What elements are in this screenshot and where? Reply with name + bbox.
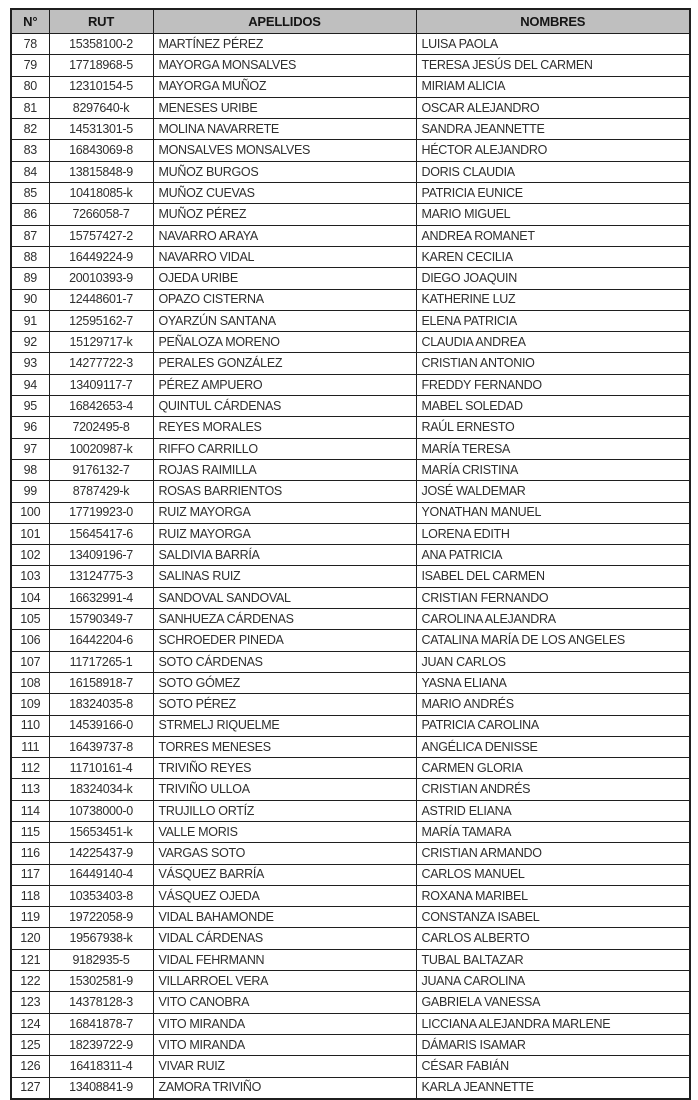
cell-nombres: ANA PATRICIA xyxy=(416,545,690,566)
cell-apellidos: PERALES GONZÁLEZ xyxy=(153,353,416,374)
column-header-numero: N° xyxy=(11,9,49,34)
cell-numero: 82 xyxy=(11,119,49,140)
table-row xyxy=(11,928,690,949)
table-row xyxy=(11,459,690,480)
table-row xyxy=(11,843,690,864)
cell-apellidos: TRIVIÑO REYES xyxy=(153,758,416,779)
table-row xyxy=(11,821,690,842)
cell-numero: 96 xyxy=(11,417,49,438)
cell-apellidos: ROSAS BARRIENTOS xyxy=(153,481,416,502)
cell-nombres: CRISTIAN FERNANDO xyxy=(416,587,690,608)
cell-rut: 13124775-3 xyxy=(49,566,153,587)
cell-numero: 91 xyxy=(11,310,49,331)
cell-numero: 89 xyxy=(11,268,49,289)
cell-nombres: KATHERINE LUZ xyxy=(416,289,690,310)
cell-apellidos: MAYORGA MONSALVES xyxy=(153,55,416,76)
table-row xyxy=(11,587,690,608)
cell-numero: 79 xyxy=(11,55,49,76)
cell-numero: 97 xyxy=(11,438,49,459)
cell-numero: 99 xyxy=(11,481,49,502)
cell-rut: 16439737-8 xyxy=(49,736,153,757)
cell-numero: 111 xyxy=(11,736,49,757)
cell-apellidos: VITO CANOBRA xyxy=(153,992,416,1013)
cell-rut: 10738000-0 xyxy=(49,800,153,821)
cell-nombres: LORENA EDITH xyxy=(416,523,690,544)
cell-numero: 83 xyxy=(11,140,49,161)
cell-rut: 14378128-3 xyxy=(49,992,153,1013)
cell-apellidos: VIDAL FEHRMANN xyxy=(153,949,416,970)
cell-rut: 18324035-8 xyxy=(49,694,153,715)
cell-rut: 13409196-7 xyxy=(49,545,153,566)
cell-nombres: MARÍA TERESA xyxy=(416,438,690,459)
cell-apellidos: SANDOVAL SANDOVAL xyxy=(153,587,416,608)
cell-numero: 87 xyxy=(11,225,49,246)
cell-nombres: JOSÉ WALDEMAR xyxy=(416,481,690,502)
cell-rut: 16442204-6 xyxy=(49,630,153,651)
table-row xyxy=(11,609,690,630)
table-body xyxy=(11,34,690,1099)
cell-apellidos: TORRES MENESES xyxy=(153,736,416,757)
cell-apellidos: ROJAS RAIMILLA xyxy=(153,459,416,480)
table-row xyxy=(11,374,690,395)
cell-numero: 84 xyxy=(11,161,49,182)
cell-apellidos: MUÑOZ PÉREZ xyxy=(153,204,416,225)
cell-nombres: KARLA JEANNETTE xyxy=(416,1077,690,1099)
cell-apellidos: SOTO PÉREZ xyxy=(153,694,416,715)
cell-nombres: ISABEL DEL CARMEN xyxy=(416,566,690,587)
cell-nombres: KAREN CECILIA xyxy=(416,246,690,267)
cell-rut: 13408841-9 xyxy=(49,1077,153,1099)
table-row xyxy=(11,907,690,928)
cell-apellidos: QUINTUL CÁRDENAS xyxy=(153,396,416,417)
cell-nombres: CAROLINA ALEJANDRA xyxy=(416,609,690,630)
cell-numero: 113 xyxy=(11,779,49,800)
cell-nombres: MARÍA TAMARA xyxy=(416,821,690,842)
cell-numero: 114 xyxy=(11,800,49,821)
cell-numero: 93 xyxy=(11,353,49,374)
cell-nombres: ELENA PATRICIA xyxy=(416,310,690,331)
cell-nombres: PATRICIA EUNICE xyxy=(416,183,690,204)
cell-nombres: ASTRID ELIANA xyxy=(416,800,690,821)
cell-rut: 16158918-7 xyxy=(49,672,153,693)
cell-numero: 110 xyxy=(11,715,49,736)
table-row xyxy=(11,481,690,502)
cell-rut: 16418311-4 xyxy=(49,1056,153,1077)
table-row xyxy=(11,97,690,118)
cell-numero: 100 xyxy=(11,502,49,523)
cell-nombres: TUBAL BALTAZAR xyxy=(416,949,690,970)
cell-rut: 8297640-k xyxy=(49,97,153,118)
cell-rut: 9176132-7 xyxy=(49,459,153,480)
cell-apellidos: MUÑOZ CUEVAS xyxy=(153,183,416,204)
cell-rut: 9182935-5 xyxy=(49,949,153,970)
cell-nombres: GABRIELA VANESSA xyxy=(416,992,690,1013)
cell-apellidos: PEÑALOZA MORENO xyxy=(153,332,416,353)
cell-nombres: YASNA ELIANA xyxy=(416,672,690,693)
cell-nombres: CRISTIAN ANTONIO xyxy=(416,353,690,374)
cell-rut: 16842653-4 xyxy=(49,396,153,417)
cell-rut: 13409117-7 xyxy=(49,374,153,395)
cell-apellidos: OYARZÚN SANTANA xyxy=(153,310,416,331)
cell-nombres: RAÚL ERNESTO xyxy=(416,417,690,438)
cell-nombres: HÉCTOR ALEJANDRO xyxy=(416,140,690,161)
cell-rut: 17718968-5 xyxy=(49,55,153,76)
cell-rut: 14225437-9 xyxy=(49,843,153,864)
table-row xyxy=(11,715,690,736)
table-row xyxy=(11,523,690,544)
cell-rut: 12310154-5 xyxy=(49,76,153,97)
cell-apellidos: VIDAL BAHAMONDE xyxy=(153,907,416,928)
cell-numero: 120 xyxy=(11,928,49,949)
cell-rut: 16843069-8 xyxy=(49,140,153,161)
table-row xyxy=(11,992,690,1013)
cell-numero: 125 xyxy=(11,1034,49,1055)
cell-numero: 107 xyxy=(11,651,49,672)
cell-nombres: FREDDY FERNANDO xyxy=(416,374,690,395)
cell-apellidos: SOTO GÓMEZ xyxy=(153,672,416,693)
table-row xyxy=(11,246,690,267)
cell-rut: 14531301-5 xyxy=(49,119,153,140)
table-row xyxy=(11,119,690,140)
table-row xyxy=(11,140,690,161)
cell-nombres: YONATHAN MANUEL xyxy=(416,502,690,523)
cell-rut: 20010393-9 xyxy=(49,268,153,289)
cell-nombres: MARIO ANDRÉS xyxy=(416,694,690,715)
cell-numero: 81 xyxy=(11,97,49,118)
cell-apellidos: SCHROEDER PINEDA xyxy=(153,630,416,651)
cell-nombres: PATRICIA CAROLINA xyxy=(416,715,690,736)
cell-numero: 127 xyxy=(11,1077,49,1099)
table-row xyxy=(11,885,690,906)
cell-nombres: MARIO MIGUEL xyxy=(416,204,690,225)
cell-numero: 117 xyxy=(11,864,49,885)
cell-rut: 10353403-8 xyxy=(49,885,153,906)
table-row xyxy=(11,630,690,651)
table-row xyxy=(11,268,690,289)
table-row xyxy=(11,1013,690,1034)
cell-rut: 14539166-0 xyxy=(49,715,153,736)
cell-numero: 115 xyxy=(11,821,49,842)
cell-numero: 109 xyxy=(11,694,49,715)
cell-apellidos: VITO MIRANDA xyxy=(153,1034,416,1055)
cell-apellidos: VÁSQUEZ OJEDA xyxy=(153,885,416,906)
cell-rut: 11717265-1 xyxy=(49,651,153,672)
cell-apellidos: MOLINA NAVARRETE xyxy=(153,119,416,140)
table-row xyxy=(11,417,690,438)
header-row xyxy=(11,9,690,34)
roster-table xyxy=(10,8,691,1100)
table-row xyxy=(11,566,690,587)
cell-nombres: JUANA CAROLINA xyxy=(416,971,690,992)
cell-numero: 108 xyxy=(11,672,49,693)
cell-nombres: MABEL SOLEDAD xyxy=(416,396,690,417)
cell-numero: 101 xyxy=(11,523,49,544)
cell-nombres: DÁMARIS ISAMAR xyxy=(416,1034,690,1055)
cell-apellidos: VARGAS SOTO xyxy=(153,843,416,864)
cell-numero: 112 xyxy=(11,758,49,779)
table-row xyxy=(11,289,690,310)
cell-rut: 15645417-6 xyxy=(49,523,153,544)
cell-nombres: CARLOS ALBERTO xyxy=(416,928,690,949)
cell-apellidos: SANHUEZA CÁRDENAS xyxy=(153,609,416,630)
table-row xyxy=(11,651,690,672)
cell-nombres: ANGÉLICA DENISSE xyxy=(416,736,690,757)
table-row xyxy=(11,76,690,97)
cell-numero: 104 xyxy=(11,587,49,608)
cell-rut: 11710161-4 xyxy=(49,758,153,779)
table-row xyxy=(11,736,690,757)
table-row xyxy=(11,353,690,374)
cell-numero: 106 xyxy=(11,630,49,651)
cell-numero: 90 xyxy=(11,289,49,310)
cell-apellidos: RUIZ MAYORGA xyxy=(153,523,416,544)
cell-apellidos: TRIVIÑO ULLOA xyxy=(153,779,416,800)
cell-apellidos: OPAZO CISTERNA xyxy=(153,289,416,310)
cell-rut: 8787429-k xyxy=(49,481,153,502)
cell-rut: 12448601-7 xyxy=(49,289,153,310)
cell-nombres: LICCIANA ALEJANDRA MARLENE xyxy=(416,1013,690,1034)
cell-nombres: LUISA PAOLA xyxy=(416,34,690,55)
cell-rut: 16449140-4 xyxy=(49,864,153,885)
table-row xyxy=(11,545,690,566)
cell-apellidos: MONSALVES MONSALVES xyxy=(153,140,416,161)
cell-numero: 126 xyxy=(11,1056,49,1077)
table-row xyxy=(11,55,690,76)
cell-nombres: MIRIAM ALICIA xyxy=(416,76,690,97)
cell-apellidos: VIDAL CÁRDENAS xyxy=(153,928,416,949)
cell-rut: 15653451-k xyxy=(49,821,153,842)
cell-numero: 88 xyxy=(11,246,49,267)
table-row xyxy=(11,396,690,417)
column-header-nombres: NOMBRES xyxy=(416,9,690,34)
cell-nombres: JUAN CARLOS xyxy=(416,651,690,672)
cell-nombres: TERESA JESÚS DEL CARMEN xyxy=(416,55,690,76)
cell-numero: 121 xyxy=(11,949,49,970)
cell-rut: 15757427-2 xyxy=(49,225,153,246)
table-row xyxy=(11,800,690,821)
cell-apellidos: SOTO CÁRDENAS xyxy=(153,651,416,672)
column-header-apellidos: APELLIDOS xyxy=(153,9,416,34)
cell-rut: 16449224-9 xyxy=(49,246,153,267)
cell-apellidos: SALDIVIA BARRÍA xyxy=(153,545,416,566)
cell-rut: 16632991-4 xyxy=(49,587,153,608)
cell-nombres: CLAUDIA ANDREA xyxy=(416,332,690,353)
cell-nombres: CRISTIAN ANDRÉS xyxy=(416,779,690,800)
cell-nombres: DIEGO JOAQUIN xyxy=(416,268,690,289)
cell-nombres: CONSTANZA ISABEL xyxy=(416,907,690,928)
cell-nombres: MARÍA CRISTINA xyxy=(416,459,690,480)
cell-nombres: ROXANA MARIBEL xyxy=(416,885,690,906)
cell-numero: 118 xyxy=(11,885,49,906)
table-row xyxy=(11,438,690,459)
table-row xyxy=(11,949,690,970)
cell-apellidos: RIFFO CARRILLO xyxy=(153,438,416,459)
cell-rut: 19722058-9 xyxy=(49,907,153,928)
table-row xyxy=(11,225,690,246)
cell-apellidos: STRMELJ RIQUELME xyxy=(153,715,416,736)
cell-apellidos: REYES MORALES xyxy=(153,417,416,438)
cell-nombres: SANDRA JEANNETTE xyxy=(416,119,690,140)
cell-nombres: CARMEN GLORIA xyxy=(416,758,690,779)
cell-apellidos: MUÑOZ BURGOS xyxy=(153,161,416,182)
cell-rut: 18324034-k xyxy=(49,779,153,800)
cell-numero: 122 xyxy=(11,971,49,992)
table-row xyxy=(11,672,690,693)
cell-nombres: CRISTIAN ARMANDO xyxy=(416,843,690,864)
cell-numero: 103 xyxy=(11,566,49,587)
cell-numero: 105 xyxy=(11,609,49,630)
cell-numero: 102 xyxy=(11,545,49,566)
table-row xyxy=(11,779,690,800)
cell-rut: 13815848-9 xyxy=(49,161,153,182)
cell-apellidos: NAVARRO VIDAL xyxy=(153,246,416,267)
table-row xyxy=(11,1034,690,1055)
cell-apellidos: TRUJILLO ORTÍZ xyxy=(153,800,416,821)
cell-nombres: CÉSAR FABIÁN xyxy=(416,1056,690,1077)
cell-rut: 15790349-7 xyxy=(49,609,153,630)
cell-numero: 124 xyxy=(11,1013,49,1034)
table-row xyxy=(11,204,690,225)
cell-numero: 78 xyxy=(11,34,49,55)
cell-numero: 92 xyxy=(11,332,49,353)
cell-rut: 15358100-2 xyxy=(49,34,153,55)
cell-rut: 16841878-7 xyxy=(49,1013,153,1034)
table-row xyxy=(11,34,690,55)
cell-apellidos: NAVARRO ARAYA xyxy=(153,225,416,246)
cell-apellidos: ZAMORA TRIVIÑO xyxy=(153,1077,416,1099)
column-header-rut: RUT xyxy=(49,9,153,34)
cell-numero: 80 xyxy=(11,76,49,97)
table-row xyxy=(11,758,690,779)
table-row xyxy=(11,864,690,885)
cell-rut: 14277722-3 xyxy=(49,353,153,374)
cell-rut: 17719923-0 xyxy=(49,502,153,523)
cell-nombres: ANDREA ROMANET xyxy=(416,225,690,246)
table-row xyxy=(11,332,690,353)
cell-rut: 18239722-9 xyxy=(49,1034,153,1055)
cell-numero: 94 xyxy=(11,374,49,395)
cell-rut: 12595162-7 xyxy=(49,310,153,331)
cell-rut: 10418085-k xyxy=(49,183,153,204)
cell-numero: 119 xyxy=(11,907,49,928)
cell-apellidos: VIVAR RUIZ xyxy=(153,1056,416,1077)
cell-numero: 85 xyxy=(11,183,49,204)
cell-numero: 95 xyxy=(11,396,49,417)
cell-nombres: DORIS CLAUDIA xyxy=(416,161,690,182)
table-row xyxy=(11,502,690,523)
cell-apellidos: OJEDA URIBE xyxy=(153,268,416,289)
cell-rut: 7202495-8 xyxy=(49,417,153,438)
cell-numero: 123 xyxy=(11,992,49,1013)
cell-rut: 15302581-9 xyxy=(49,971,153,992)
cell-nombres: CATALINA MARÍA DE LOS ANGELES xyxy=(416,630,690,651)
cell-apellidos: MENESES URIBE xyxy=(153,97,416,118)
cell-numero: 98 xyxy=(11,459,49,480)
table-row xyxy=(11,694,690,715)
cell-apellidos: VITO MIRANDA xyxy=(153,1013,416,1034)
cell-rut: 10020987-k xyxy=(49,438,153,459)
cell-apellidos: VALLE MORIS xyxy=(153,821,416,842)
cell-rut: 19567938-k xyxy=(49,928,153,949)
table-row xyxy=(11,310,690,331)
table-row xyxy=(11,971,690,992)
cell-numero: 116 xyxy=(11,843,49,864)
cell-numero: 86 xyxy=(11,204,49,225)
cell-apellidos: VÁSQUEZ BARRÍA xyxy=(153,864,416,885)
cell-apellidos: VILLARROEL VERA xyxy=(153,971,416,992)
cell-nombres: CARLOS MANUEL xyxy=(416,864,690,885)
table-row xyxy=(11,183,690,204)
cell-apellidos: RUIZ MAYORGA xyxy=(153,502,416,523)
cell-rut: 7266058-7 xyxy=(49,204,153,225)
cell-apellidos: MAYORGA MUÑOZ xyxy=(153,76,416,97)
cell-apellidos: PÉREZ AMPUERO xyxy=(153,374,416,395)
cell-nombres: OSCAR ALEJANDRO xyxy=(416,97,690,118)
cell-rut: 15129717-k xyxy=(49,332,153,353)
table-row xyxy=(11,161,690,182)
cell-apellidos: SALINAS RUIZ xyxy=(153,566,416,587)
table-row xyxy=(11,1056,690,1077)
cell-apellidos: MARTÍNEZ PÉREZ xyxy=(153,34,416,55)
table-row xyxy=(11,1077,690,1099)
